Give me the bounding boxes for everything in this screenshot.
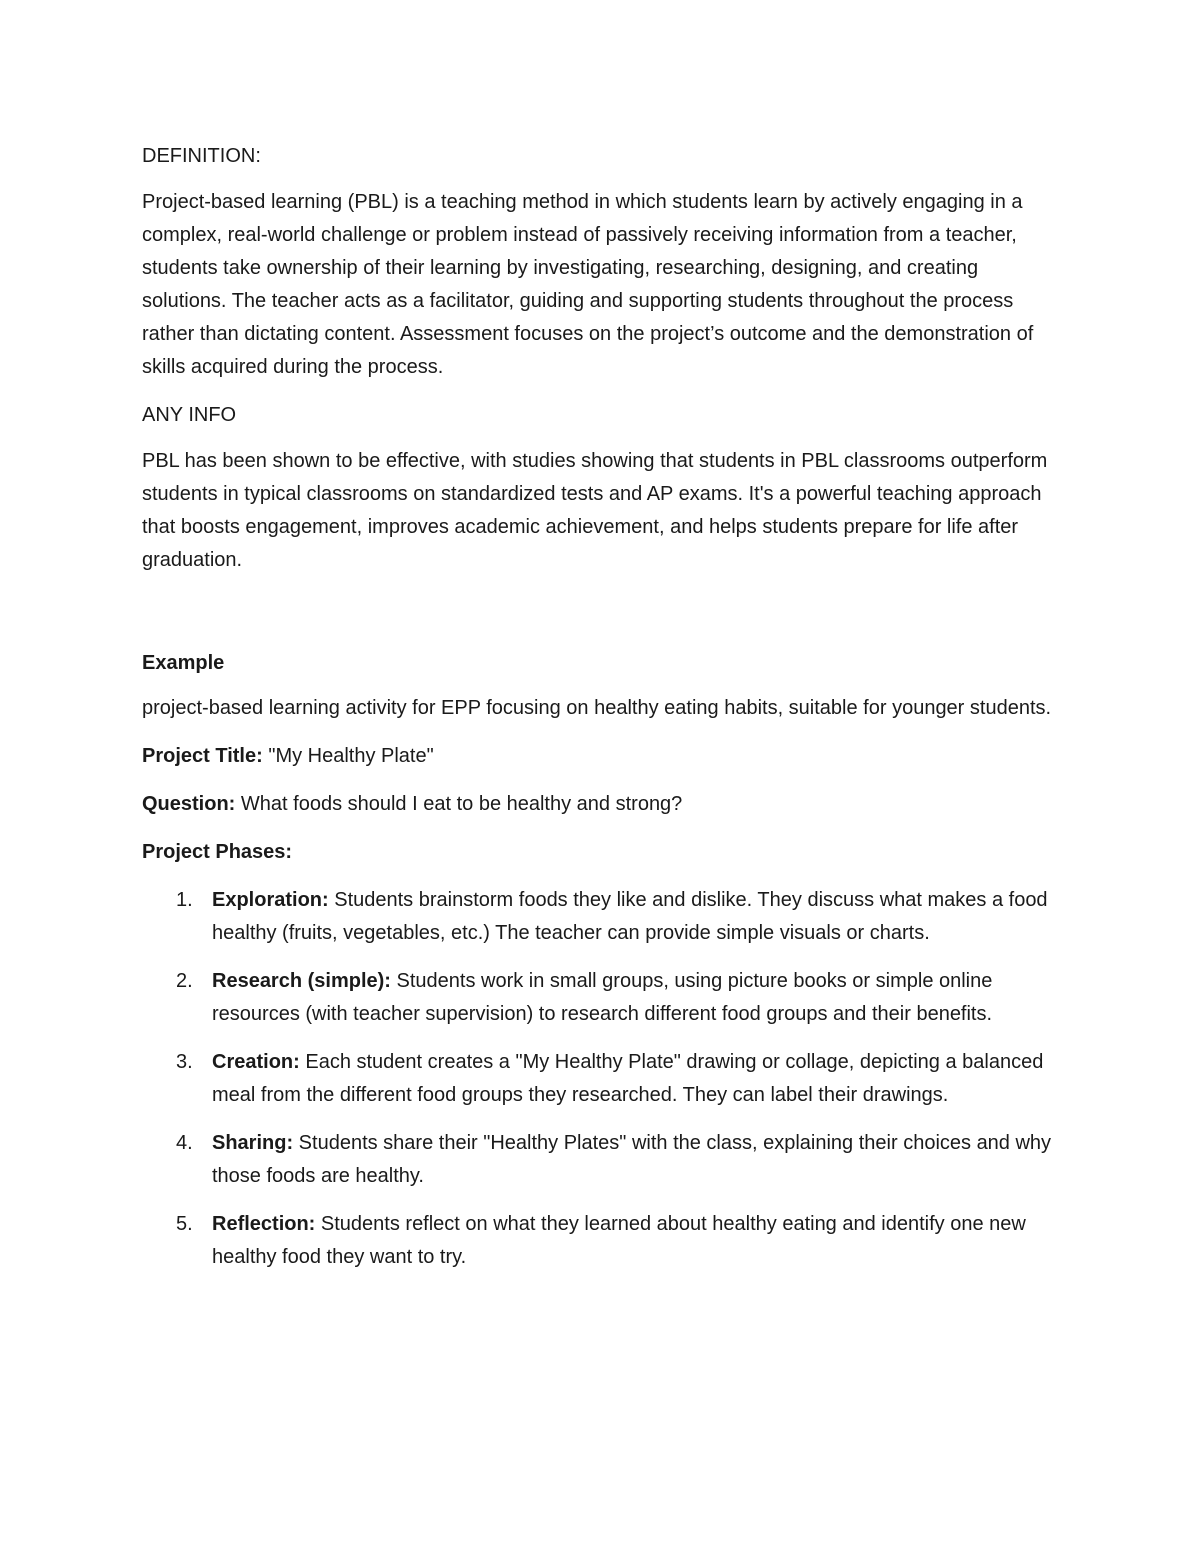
phase-number: 2. (176, 970, 193, 992)
phase-number: 3. (176, 1051, 193, 1073)
project-title-line (142, 740, 1067, 773)
phase-text: Students brainstorm foods they like and dislike. They discuss what makes a food healthy (fruits, vegetables, etc.) The teacher can provide simple visuals or charts. (212, 889, 1048, 944)
question-line (142, 788, 1067, 821)
project-title-label: Project Title: (142, 745, 263, 767)
question-label: Question: (142, 793, 236, 815)
project-phases-label: Project Phases: (142, 841, 293, 863)
phase-number: 4. (176, 1132, 193, 1154)
phase-number: 5. (176, 1213, 193, 1235)
phase-item (176, 1127, 1067, 1193)
phase-text: Each student creates a "My Healthy Plate" drawing or collage, depicting a balanced meal from the different food groups they researched. They can label their drawings. (212, 1051, 1044, 1106)
phase-label: Exploration: (212, 889, 329, 911)
phase-text: Students share their "Healthy Plates" with the class, explaining their choices and why those foods are healthy. (212, 1132, 1052, 1187)
phase-label: Research (simple): (212, 970, 391, 992)
phase-label: Reflection: (212, 1213, 316, 1235)
info-heading: ANY INFO (142, 404, 237, 426)
phase-label: Creation: (212, 1051, 300, 1073)
phase-item (176, 1208, 1067, 1274)
phase-text: Students work in small groups, using picture books or simple online resources (with teacher supervision) to research different food groups and their benefits. (212, 970, 993, 1025)
project-phases-heading (142, 836, 1067, 869)
question-value: What foods should I eat to be healthy and strong? (235, 793, 683, 815)
project-title-value: "My Healthy Plate" (262, 745, 434, 767)
project-phases-list (142, 884, 1067, 1274)
phase-item (176, 965, 1067, 1031)
phase-item (176, 884, 1067, 950)
phase-text: Students reflect on what they learned about healthy eating and identify one new healthy food they want to try. (212, 1213, 1026, 1268)
example-heading: Example (142, 652, 225, 674)
document-page (142, 140, 1067, 1289)
phase-item (176, 1046, 1067, 1112)
phase-label: Sharing: (212, 1132, 294, 1154)
definition-heading: DEFINITION: (142, 145, 261, 167)
example-intro: project-based learning activity for EPP focusing on healthy eating habits, suitable for younger students. (142, 697, 1052, 719)
phase-number: 1. (176, 889, 193, 911)
info-paragraph: PBL has been shown to be effective, with studies showing that students in PBL classrooms outperform students in typical classrooms on standardized tests and AP exams. It's a powerful teaching approach that boosts engagement, improves academic achievement, and helps students prepare for life after graduation. (142, 450, 1048, 571)
definition-paragraph: Project-based learning (PBL) is a teaching method in which students learn by actively engaging in a complex, real-world challenge or problem instead of passively receiving information from a teacher, students take ownership of their learning by investigating, researching, designing, and creating solutions. The teacher acts as a facilitator, guiding and supporting students throughout the process rather than dictating content. Assessment focuses on the project’s outcome and the demonstration of skills acquired during the process. (142, 191, 1034, 378)
